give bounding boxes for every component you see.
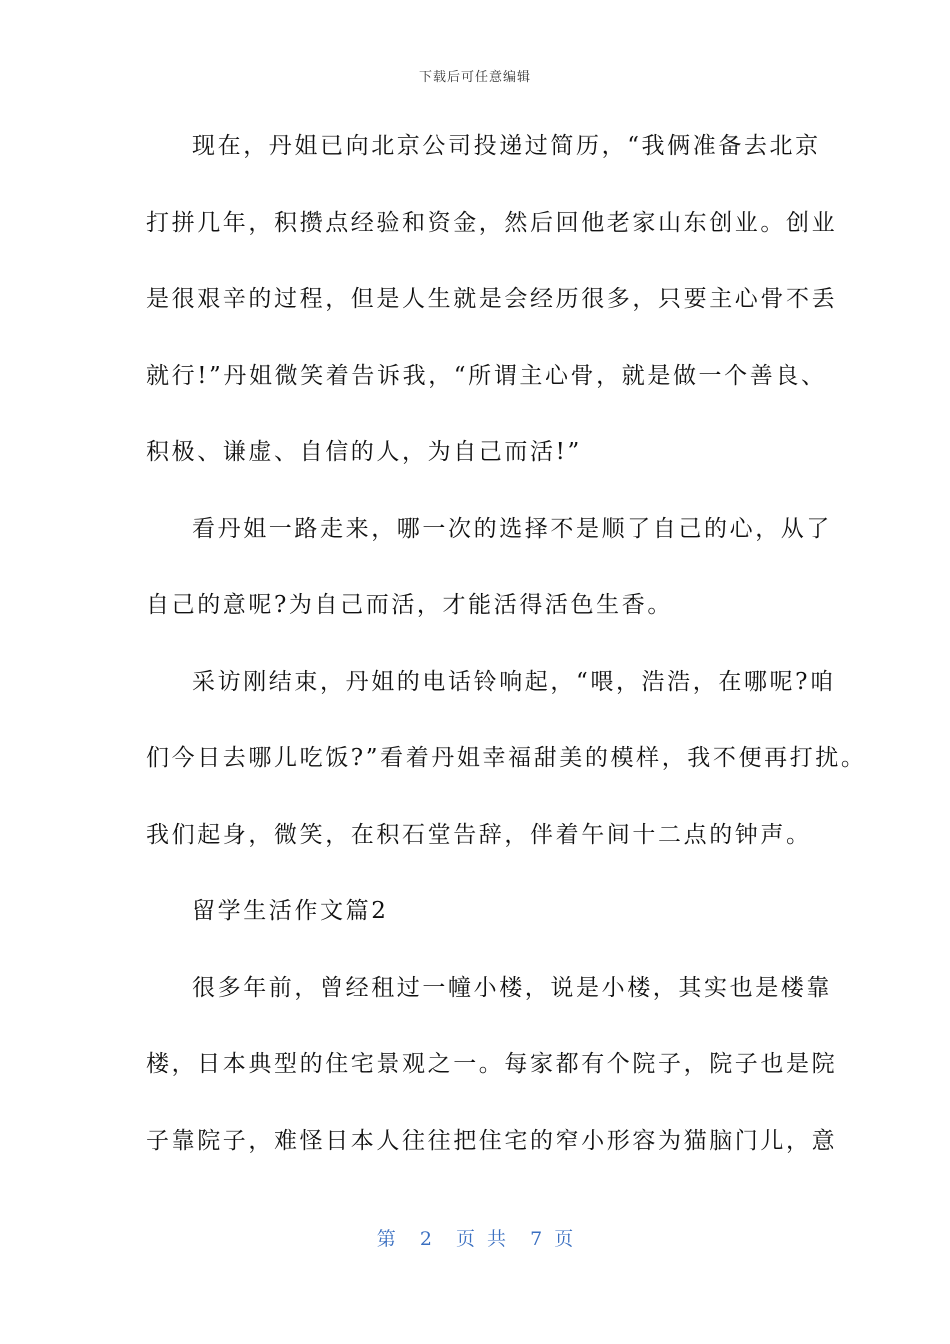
text-line: 积极、谦虚、自信的人，为自己而活!” bbox=[146, 439, 582, 465]
footer-current-page: 2 bbox=[419, 1228, 432, 1250]
text-line: 就行!”丹姐微笑着告诉我，“所谓主心骨，就是做一个善良、 bbox=[146, 362, 827, 389]
text-line: 楼，日本典型的住宅景观之一。每家都有个院子，院子也是院 bbox=[146, 1051, 838, 1077]
section-heading: 留学生活作文篇2 bbox=[192, 898, 389, 924]
page-footer bbox=[0, 1224, 950, 1251]
document-body bbox=[146, 126, 867, 1197]
text-line: 自己的意呢?为自己而活，才能活得活色生香。 bbox=[146, 592, 673, 618]
footer-suffix: 页 bbox=[554, 1228, 574, 1250]
footer-middle: 页 共 bbox=[456, 1228, 507, 1250]
text-line: 采访刚结束，丹姐的电话铃响起，“喂，浩浩，在哪呢?咱 bbox=[192, 668, 836, 695]
page-header: 下载后可任意编辑 bbox=[418, 70, 531, 85]
text-line: 现在，丹姐已向北京公司投递过简历，“我俩准备去北京 bbox=[192, 133, 821, 159]
footer-total-pages: 7 bbox=[530, 1228, 543, 1250]
footer-prefix: 第 bbox=[376, 1228, 396, 1250]
text-line: 是很艰辛的过程，但是人生就是会经历很多，只要主心骨不丢 bbox=[146, 286, 838, 312]
text-line: 很多年前，曾经租过一幢小楼，说是小楼，其实也是楼靠 bbox=[192, 974, 832, 1001]
text-line: 打拼几年，积攒点经验和资金，然后回他老家山东创业。创业 bbox=[146, 209, 838, 236]
text-line: 我们起身，微笑，在积石堂告辞，伴着午间十二点的钟声。 bbox=[146, 821, 812, 848]
text-line: 子靠院子，难怪日本人往往把住宅的窄小形容为猫脑门儿，意 bbox=[146, 1127, 838, 1154]
text-line: 看丹姐一路走来，哪一次的选择不是顺了自己的心，从了 bbox=[192, 515, 832, 542]
text-line: 们今日去哪儿吃饭?”看着丹姐幸福甜美的模样，我不便再打扰。 bbox=[146, 745, 867, 771]
